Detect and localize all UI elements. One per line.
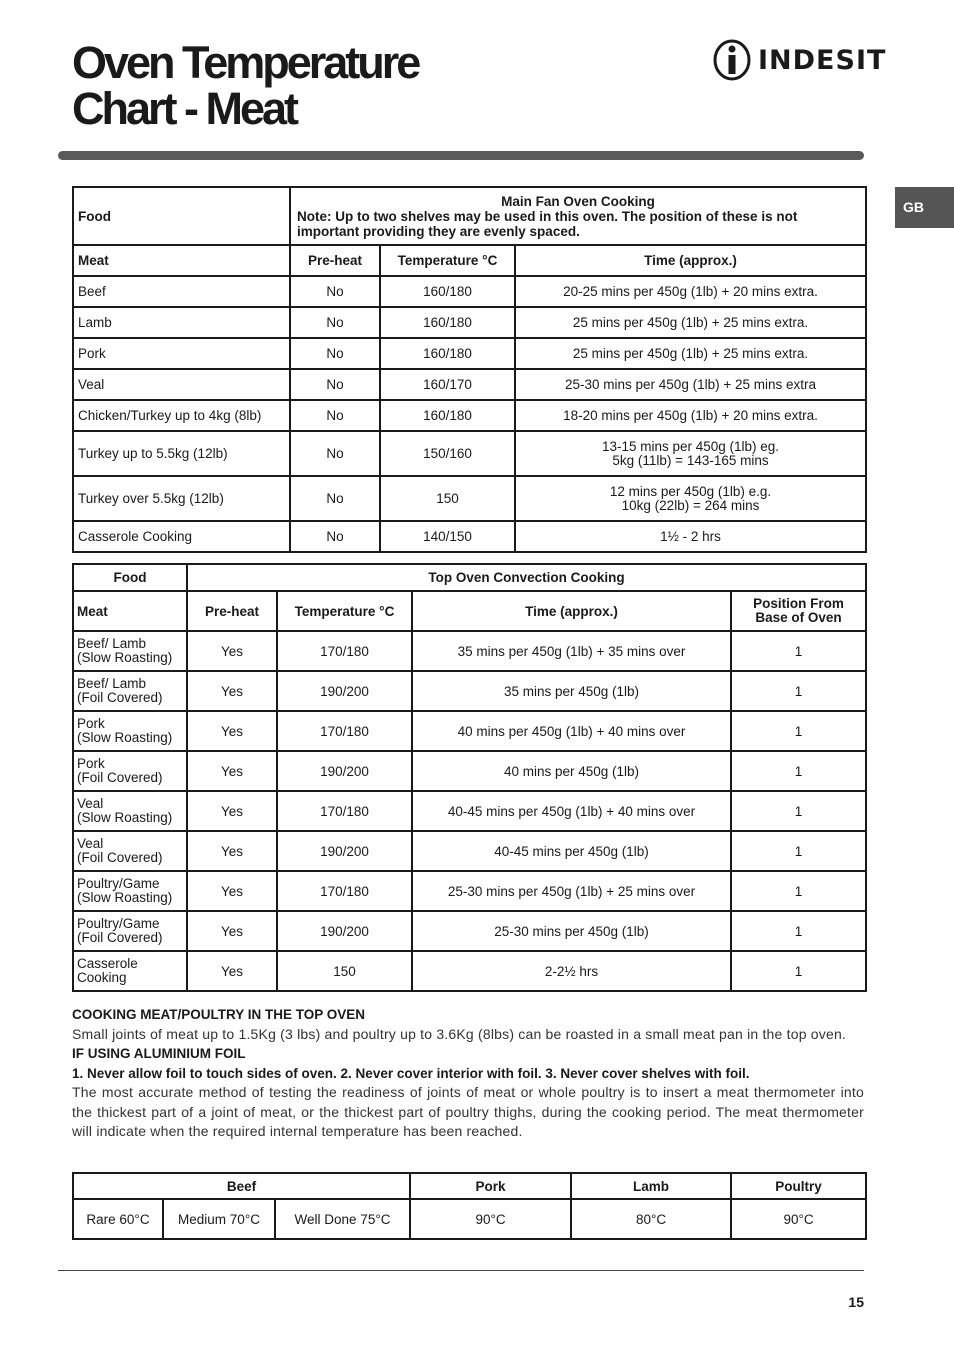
time-cell: 35 mins per 450g (1lb) [412,671,731,711]
time-cell: 25-30 mins per 450g (1lb) + 25 mins extra [515,369,866,400]
table-row [73,631,866,671]
meat-cell [73,631,187,671]
temperature-cell: 140/150 [380,521,515,552]
temperature-cell: 190/200 [277,911,412,951]
meat-line2: (Foil Covered) [77,850,163,865]
preheat-cell: No [290,476,380,521]
meat-line1: Beef/ Lamb [77,636,147,651]
time-cell: 25-30 mins per 450g (1lb) [412,911,731,951]
table-row [73,400,866,431]
temperature-cell: 160/180 [380,400,515,431]
position-header-line1: Position From [753,596,844,611]
position-cell: 1 [731,911,866,951]
temperature-header: Temperature °C [380,245,515,276]
temperature-cell: 150 [380,476,515,521]
footer-divider [58,1270,864,1271]
main-fan-oven-table [72,186,867,553]
main-fan-heading [290,187,866,245]
table-row [73,711,866,751]
meat-line1: Pork [77,716,105,731]
brand-name: INDESIT [758,44,887,76]
top-oven-heading: Top Oven Convection Cooking [187,564,866,591]
brand-logo-icon [712,38,752,82]
time-cell: 40-45 mins per 450g (1lb) + 40 mins over [412,791,731,831]
food-cell: Veal [73,369,290,400]
meat-cell [73,711,187,751]
temperature-cell: 160/170 [380,369,515,400]
beef-rare-cell: Rare 60°C [73,1199,163,1239]
thermometer-paragraph: The most accurate method of testing the readiness of joints of meat or whole poultry is to insert a meat thermometer into the thickest part of a joint of meat, or the thickest part of poultry thighs, during the cooking period. The meat thermometer will indicate when the required internal temperature has been reached. [72,1084,864,1139]
preheat-cell: No [290,307,380,338]
preheat-header: Pre-heat [187,591,277,631]
table-row [73,871,866,911]
preheat-cell: Yes [187,831,277,871]
time-cell: 40 mins per 450g (1lb) + 40 mins over [412,711,731,751]
table-row [73,369,866,400]
preheat-cell: Yes [187,711,277,751]
top-oven-paragraph: Small joints of meat up to 1.5Kg (3 lbs) and poultry up to 3.6Kg (8lbs) can be roasted in a small meat pan in the top oven. [72,1025,847,1042]
food-header: Food [73,564,187,591]
preheat-cell: No [290,369,380,400]
pork-temp-cell: 90°C [410,1199,571,1239]
meat-cell [73,751,187,791]
preheat-cell: Yes [187,951,277,991]
time-cell [515,431,866,476]
position-cell: 1 [731,751,866,791]
top-oven-heading-note: COOKING MEAT/POULTRY IN THE TOP OVEN [72,1007,366,1022]
cooking-notes [72,1005,864,1142]
position-header [731,591,866,631]
pork-header: Pork [410,1173,571,1199]
food-cell: Pork [73,338,290,369]
internal-temperature-table [72,1172,867,1240]
preheat-cell: No [290,276,380,307]
temperature-cell: 150/160 [380,431,515,476]
meat-line2: (Slow Roasting) [77,650,173,665]
meat-header: Meat [73,591,187,631]
temperature-cell: 150 [277,951,412,991]
foil-warning: 1. Never allow foil to touch sides of oven. 2. Never cover interior with foil. 3. Never cover shelves with foil. [72,1065,750,1081]
preheat-cell: Yes [187,791,277,831]
food-cell: Beef [73,276,290,307]
temperature-cell: 190/200 [277,751,412,791]
meat-line1: Poultry/Game [77,916,160,931]
meat-line2: (Slow Roasting) [77,730,173,745]
food-cell: Turkey up to 5.5kg (12lb) [73,431,290,476]
table-subheader-row [73,591,866,631]
time-cell: 1½ - 2 hrs [515,521,866,552]
table-row [73,951,866,991]
table-row [73,791,866,831]
meat-line2: (Slow Roasting) [77,890,173,905]
table-row [73,1199,866,1239]
temperature-cell: 170/180 [277,631,412,671]
preheat-cell: Yes [187,671,277,711]
position-cell: 1 [731,831,866,871]
time-line2: 10kg (22lb) = 264 mins [621,497,760,513]
meat-line1: Veal [77,796,104,811]
preheat-cell: Yes [187,631,277,671]
time-header: Time (approx.) [412,591,731,631]
temperature-cell: 170/180 [277,791,412,831]
table-row [73,307,866,338]
table-row [73,671,866,711]
meat-cell [73,951,187,991]
time-cell: 25 mins per 450g (1lb) + 25 mins extra. [515,307,866,338]
page-number: 15 [848,1294,864,1310]
foil-heading: IF USING ALUMINIUM FOIL [72,1046,246,1061]
preheat-header: Pre-heat [290,245,380,276]
beef-well-done-cell: Well Done 75°C [275,1199,410,1239]
temperature-header: Temperature °C [277,591,412,631]
temperature-cell: 170/180 [277,871,412,911]
position-cell: 1 [731,631,866,671]
meat-line2: (Foil Covered) [77,690,163,705]
language-tab: GB [895,187,954,228]
preheat-cell: No [290,338,380,369]
meat-cell [73,791,187,831]
main-fan-note: Note: Up to two shelves may be used in this oven. The position of these is not important providing they are evenly spaced. [297,208,798,239]
table-row [73,911,866,951]
position-header-line2: Base of Oven [755,610,842,625]
meat-line2: Cooking [77,970,127,985]
meat-line2: (Foil Covered) [77,930,163,945]
table-row [73,831,866,871]
time-line1: 12 mins per 450g (1lb) e.g. [609,483,772,499]
time-cell: 2-2½ hrs [412,951,731,991]
page-title [72,37,419,134]
table-row [73,751,866,791]
preheat-cell: No [290,521,380,552]
meat-cell [73,911,187,951]
table-row [73,276,866,307]
meat-cell [73,671,187,711]
time-header: Time (approx.) [515,245,866,276]
beef-header: Beef [73,1173,410,1199]
temperature-cell: 170/180 [277,711,412,751]
beef-medium-cell: Medium 70°C [163,1199,275,1239]
time-cell [515,476,866,521]
header-divider [58,151,864,160]
position-cell: 1 [731,671,866,711]
temperature-cell: 160/180 [380,276,515,307]
temperature-cell: 190/200 [277,671,412,711]
preheat-cell: Yes [187,911,277,951]
meat-line2: (Slow Roasting) [77,810,173,825]
temperature-cell: 190/200 [277,831,412,871]
meat-line1: Casserole [77,956,138,971]
temperature-cell: 160/180 [380,307,515,338]
meat-header: Meat [73,245,290,276]
position-cell: 1 [731,951,866,991]
position-cell: 1 [731,871,866,911]
page-title-line2: Chart - Meat [72,83,297,134]
position-cell: 1 [731,711,866,751]
meat-line1: Beef/ Lamb [77,676,147,691]
lamb-header: Lamb [571,1173,731,1199]
table-row [73,338,866,369]
meat-line2: (Foil Covered) [77,770,163,785]
food-header: Food [73,187,290,245]
poultry-header: Poultry [731,1173,866,1199]
position-cell: 1 [731,791,866,831]
preheat-cell: No [290,400,380,431]
main-fan-title: Main Fan Oven Cooking [501,193,655,209]
meat-line1: Poultry/Game [77,876,160,891]
food-cell: Turkey over 5.5kg (12lb) [73,476,290,521]
temperature-cell: 160/180 [380,338,515,369]
meat-cell [73,871,187,911]
table-row [73,431,866,476]
time-cell: 20-25 mins per 450g (1lb) + 20 mins extra. [515,276,866,307]
meat-line1: Veal [77,836,104,851]
time-cell: 18-20 mins per 450g (1lb) + 20 mins extra. [515,400,866,431]
time-cell: 25 mins per 450g (1lb) + 25 mins extra. [515,338,866,369]
table-row [73,476,866,521]
time-cell: 40 mins per 450g (1lb) [412,751,731,791]
time-line2: 5kg (11lb) = 143-165 mins [612,452,769,468]
meat-cell [73,831,187,871]
table-subheader-row [73,245,866,276]
preheat-cell: Yes [187,871,277,911]
meat-line1: Pork [77,756,105,771]
time-line1: 13-15 mins per 450g (1lb) eg. [601,438,780,454]
preheat-cell: No [290,431,380,476]
top-oven-table [72,563,867,992]
food-cell: Lamb [73,307,290,338]
time-cell: 40-45 mins per 450g (1lb) [412,831,731,871]
time-cell: 25-30 mins per 450g (1lb) + 25 mins over [412,871,731,911]
table-row [73,521,866,552]
time-cell: 35 mins per 450g (1lb) + 35 mins over [412,631,731,671]
food-cell: Chicken/Turkey up to 4kg (8lb) [73,400,290,431]
poultry-temp-cell: 90°C [731,1199,866,1239]
brand-logo [712,38,886,82]
lamb-temp-cell: 80°C [571,1199,731,1239]
preheat-cell: Yes [187,751,277,791]
food-cell: Casserole Cooking [73,521,290,552]
page-title-line1: Oven Temperature [72,37,419,88]
